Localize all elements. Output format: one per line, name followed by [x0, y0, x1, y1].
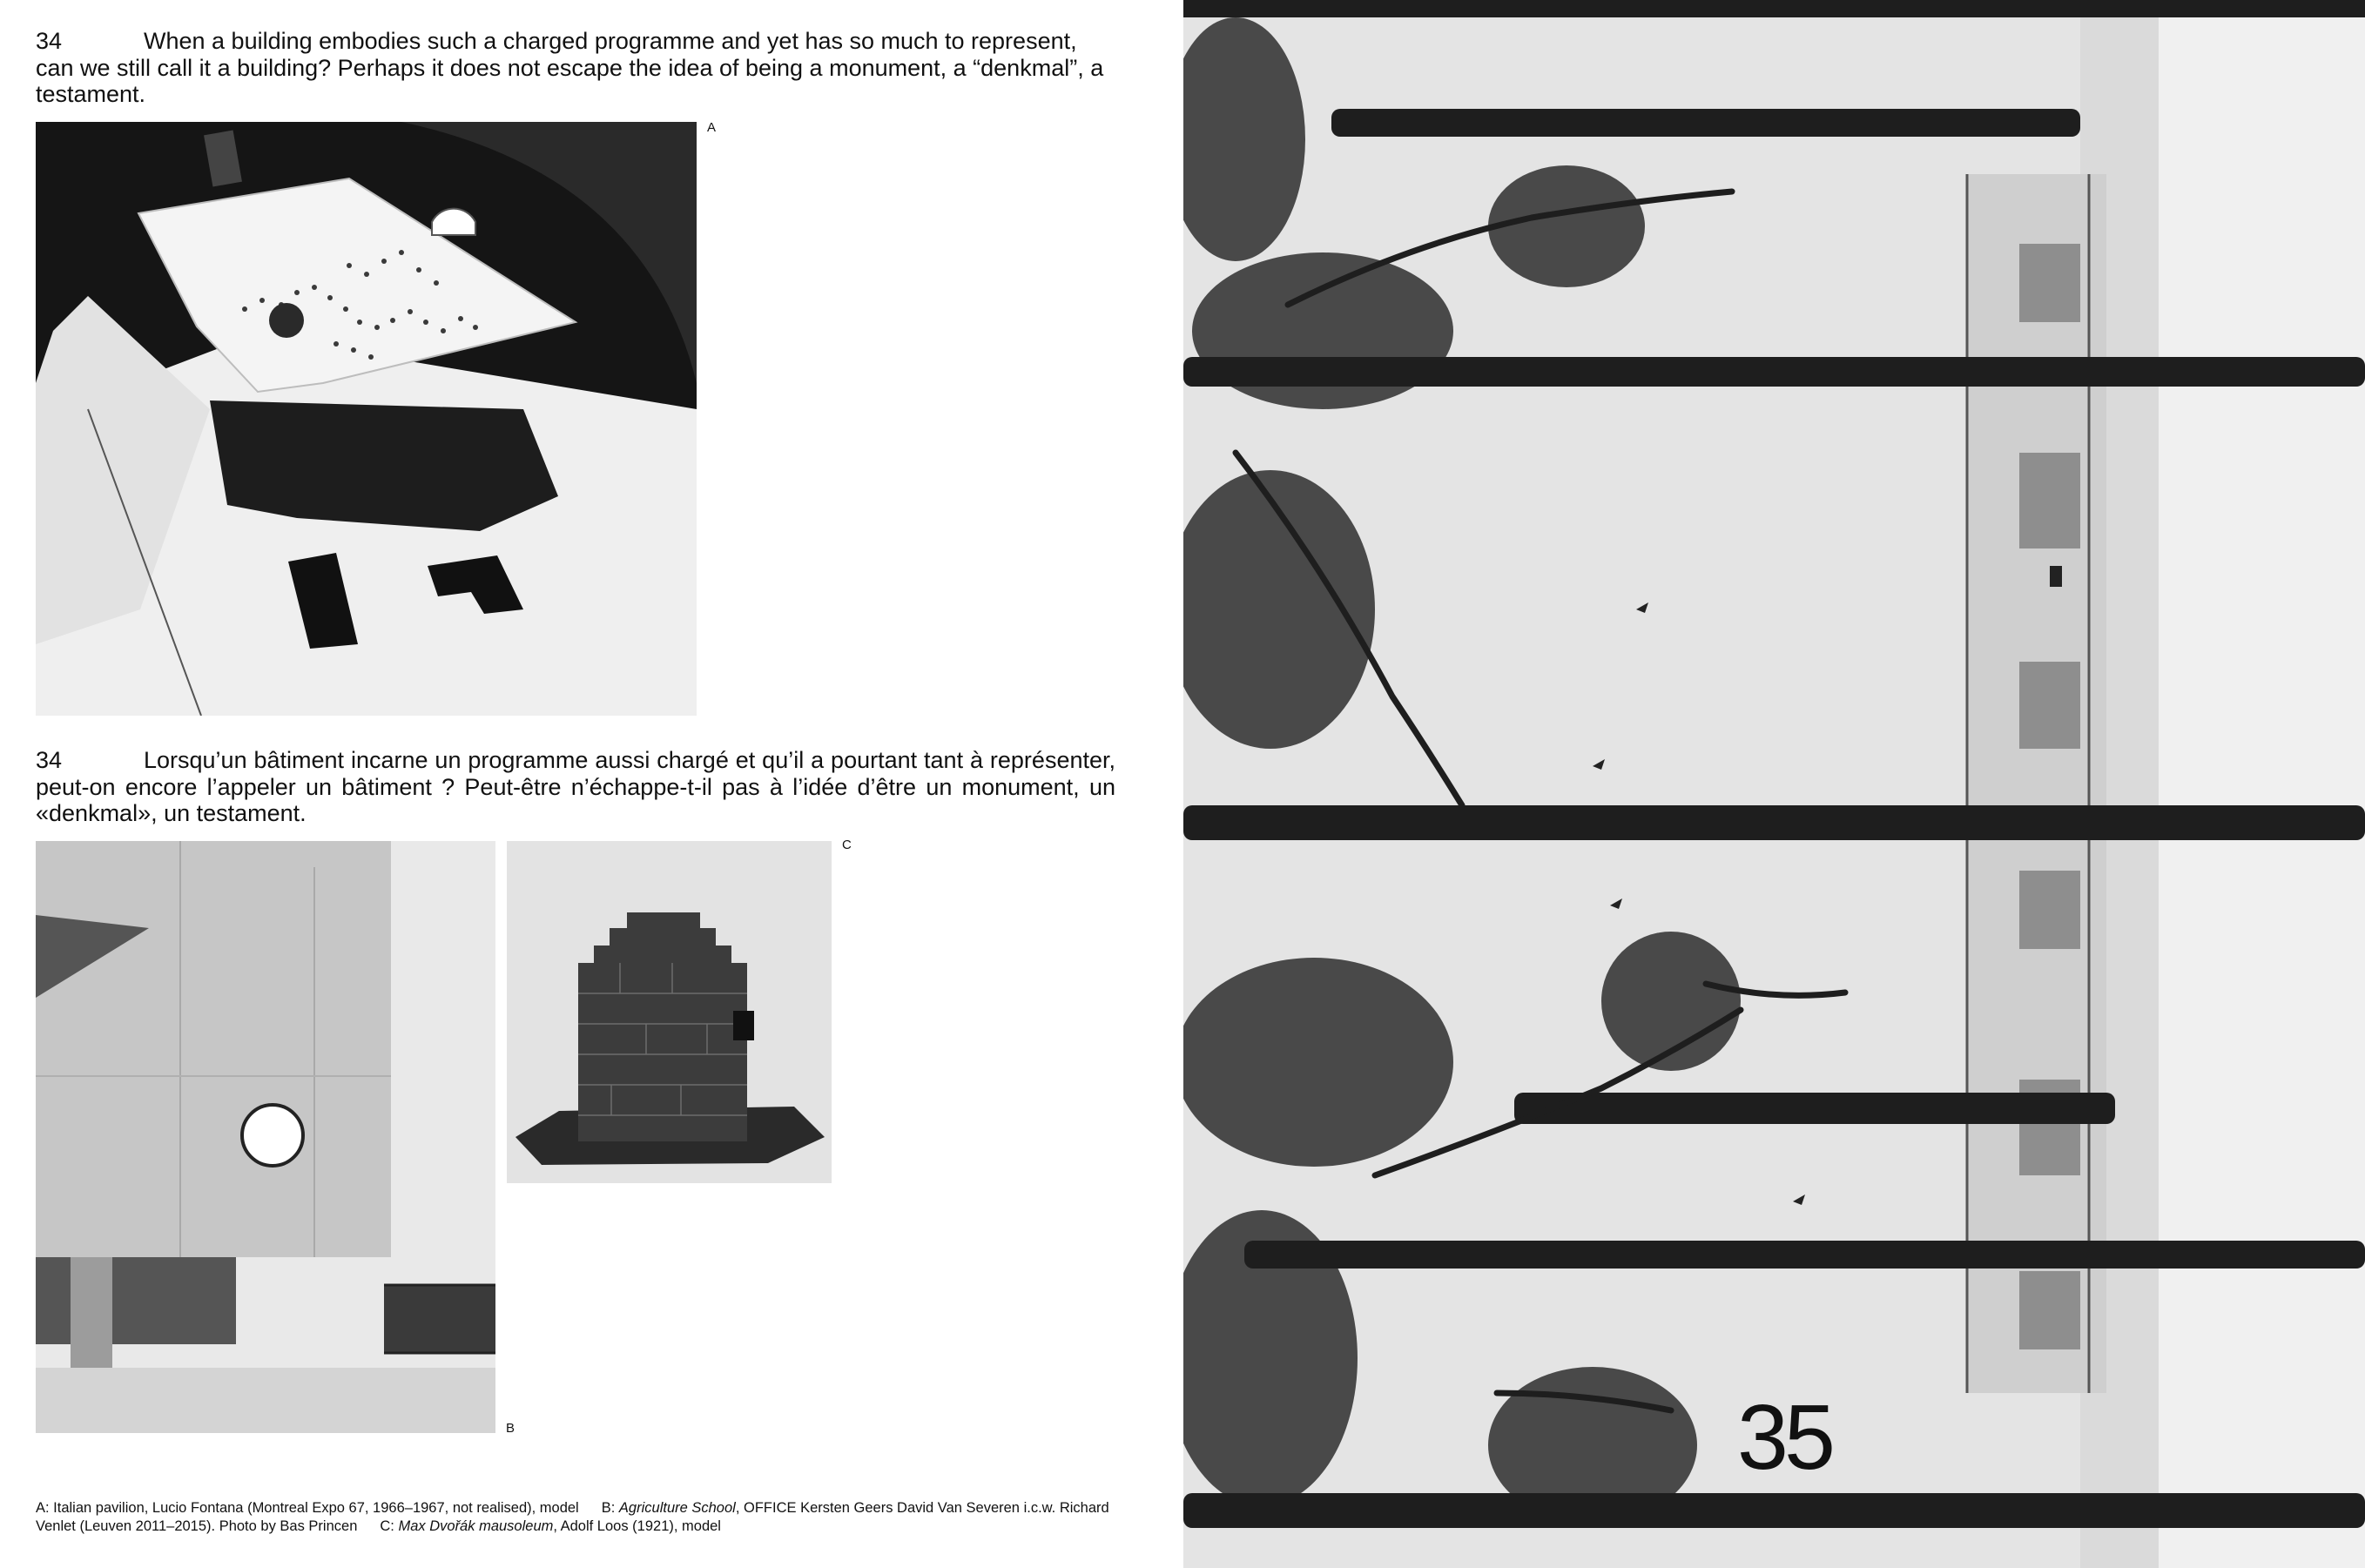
paragraph-number: 34 [36, 28, 63, 54]
caption-b-prefix: B: [601, 1500, 619, 1516]
caption-b-text: , OFFICE Kersten Geers David Van Severen i.c.w. Richard Venlet (Leuven 2011–2015). Photo by Bas Princen [36, 1500, 1109, 1534]
figure-a-letter: A [707, 120, 717, 135]
caption-c-text: , Adolf Loos (1921), model [553, 1518, 721, 1534]
caption-c-title: Max Dvořák mausoleum [398, 1518, 554, 1534]
figure-a-model-photo [36, 122, 697, 716]
caption-b-title: Agriculture School [618, 1500, 736, 1516]
paragraph-french [36, 747, 1115, 827]
paragraph-english [36, 28, 1115, 108]
caption-c-prefix: C: [380, 1518, 399, 1534]
figure-c-mausoleum-photo [507, 841, 832, 1183]
paragraph-text: Lorsqu’un bâtiment incarne un programme aussi chargé et qu’il a pourtant tant à représenter, peut-on encore l’appeler un bâtiment ? Peut-être n’échappe-t-il pas à l’idée d’être un monument, un «denkmal», un testament. [36, 747, 1115, 826]
page-number: 35 [1737, 1386, 1831, 1489]
figure-b-building-photo [36, 841, 495, 1433]
figure-c-letter: C [842, 838, 852, 852]
collage-illustration [1183, 0, 2365, 1568]
paragraph-number: 34 [36, 747, 63, 773]
paragraph-text: When a building embodies such a charged programme and yet has so much to represent, can we still call it a building? Perhaps it does not escape the idea of being a monument, a “denkmal”, a testament. [36, 28, 1104, 107]
caption-a: A: Italian pavilion, Lucio Fontana (Montreal Expo 67, 1966–1967, not realised), model [36, 1500, 579, 1516]
figure-caption [36, 1499, 1115, 1535]
figure-b-letter: B [506, 1421, 515, 1436]
